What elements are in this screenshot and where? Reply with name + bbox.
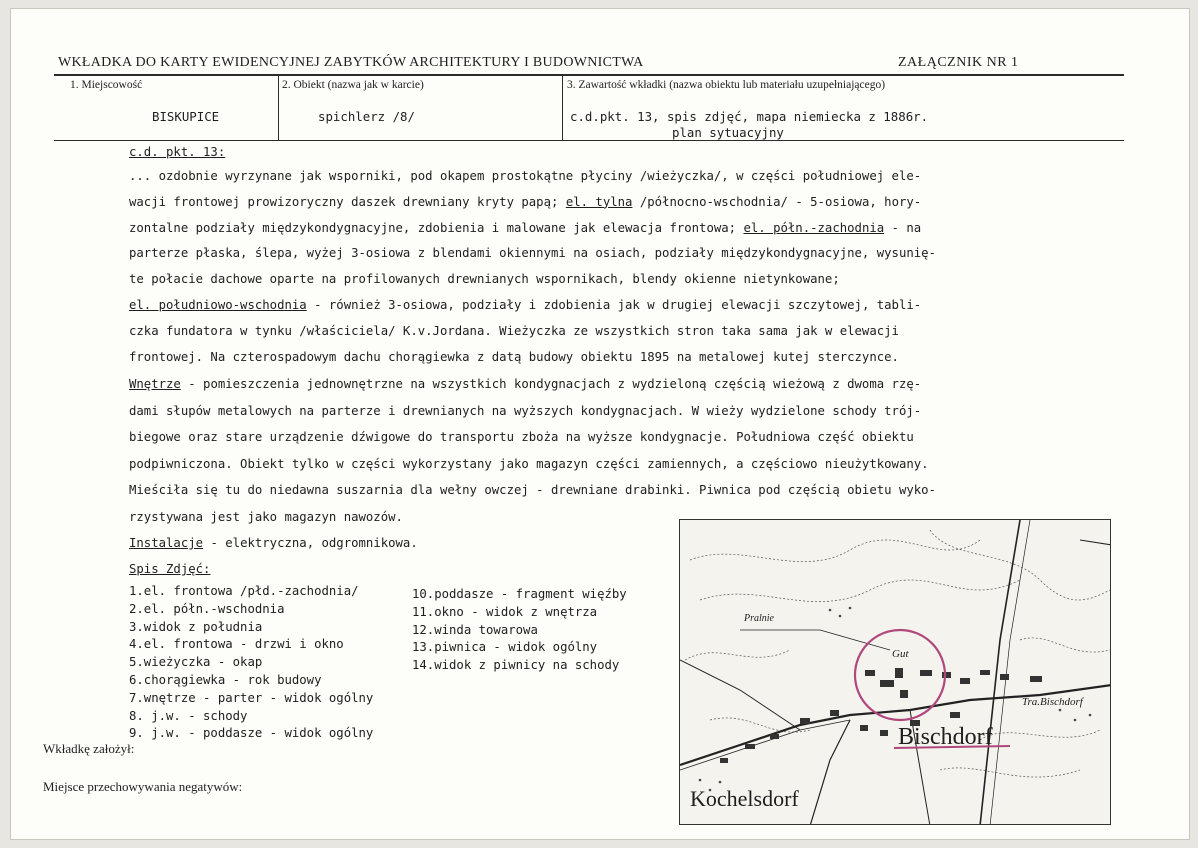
text-segment: /północno-wschodnia/ - 5-osiowa, hory- <box>632 194 922 209</box>
document-title: WKŁADKA DO KARTY EWIDENCYJNEJ ZABYTKÓW ARCHITEKTURY I BUDOWNICTWA <box>58 55 644 70</box>
text-segment: - na <box>884 220 922 235</box>
paragraph-line <box>129 510 403 524</box>
paragraph-line <box>129 221 921 235</box>
text-segment: wacji frontowej prowizoryczny daszek drewniany kryty papą; <box>129 194 566 209</box>
section-heading: c.d. pkt. 13: <box>129 145 226 159</box>
table-bottom-rule <box>54 140 1124 141</box>
negatives-label: Miejsce przechowywania negatywów: <box>43 779 243 794</box>
text-segment: dami słupów metalowych na parterze i drewnianych na wyższych kondygnacjach. W wieży wydzielone schody trój- <box>129 403 922 418</box>
photo-list-item: 11.okno - widok z wnętrza <box>412 604 598 619</box>
table-top-rule <box>54 74 1124 76</box>
photo-list-item: 10.poddasze - fragment więźby <box>412 587 627 601</box>
text-segment: - również 3-osiowa, podziały i zdobienia jak w drugiej elewacji szczytowej, tabli- <box>306 298 922 312</box>
photo-list-item: 1.el. frontowa /płd.-zachodnia/ <box>129 584 359 598</box>
text-segment: te połacie dachowe oparte na profilowanych drewnianych wspornikach, blendy okienne nietynkowane; <box>129 272 840 287</box>
photo-list-item: 7.wnętrze - parter - widok ogólny <box>129 690 374 705</box>
photo-list-item: 8. j.w. - schody <box>129 708 248 723</box>
paragraph-line <box>129 483 936 497</box>
paragraph-line <box>129 195 921 209</box>
photo-list-item: 13.piwnica - widok ogólny <box>412 640 598 655</box>
photo-list-item: 6.chorągiewka - rok budowy <box>129 673 322 687</box>
text-segment: parterze płaska, ślepa, wyżej 3-osiowa z blendami okiennymi na osiach, podziały międzykondygnacyjne, wysunię- <box>129 246 936 261</box>
field-2-value: spichlerz /8/ <box>318 109 415 124</box>
annex-label: ZAŁĄCZNIK NR 1 <box>898 55 1019 70</box>
text-segment: czka fundatora w tynku /właściciela/ K.v.Jordana. Wieżyczka ze wszystkich stron taka sama jak w elewacji <box>129 323 899 338</box>
underlined-term: Instalacje <box>129 536 204 550</box>
map-label-ober-bischdorf: Tra.Bischdorf <box>1022 696 1083 708</box>
photo-list-item: 12.winda towarowa <box>412 622 538 637</box>
photo-list-item: 4.el. frontowa - drzwi i okno <box>129 637 344 652</box>
photo-list-item: 5.wieżyczka - okap <box>129 655 263 670</box>
text-segment: Mieściła się tu do niedawna suszarnia dla wełny owczej - drewniane drabinki. Piwnica pod częścią obietu wyko- <box>129 483 936 498</box>
field-1-value: BISKUPICE <box>152 109 220 124</box>
underlined-term: el. południowo-wschodnia <box>129 298 307 312</box>
field-3-label: 3. Zawartość wkładki (nazwa obiektu lub materiału uzupełniającego) <box>567 79 886 91</box>
installations-line <box>129 536 418 550</box>
map-label-pralnia: Pralnie <box>744 613 774 624</box>
founder-label: Wkładkę założył: <box>43 741 135 756</box>
field-3-value: c.d.pkt. 13, spis zdjęć, mapa niemiecka z 1886r. <box>570 109 929 124</box>
paragraph-line <box>129 350 899 364</box>
text-segment: rzystywana jest jako magazyn nawozów. <box>129 510 403 524</box>
text-segment: frontowej. Na czterospadowym dachu chorągiewka z datą budowy obiektu 1895 na metalowej kutej sterczynce. <box>129 349 899 364</box>
photo-list-heading: Spis Zdjęć: <box>129 562 211 576</box>
text-segment: biegowe oraz stare urządzenie dźwigowe do transportu zboża na wyższe kondygnacje. Południowa część obiektu <box>129 430 914 445</box>
field-1-label: 1. Miejscowość <box>70 79 143 91</box>
underlined-term: Wnętrze <box>129 377 181 391</box>
table-divider-1 <box>278 75 279 140</box>
paragraph-line <box>129 246 936 260</box>
map-label-bischdorf: Bischdorf <box>898 724 993 750</box>
paragraph-line <box>129 457 929 471</box>
photo-list-item: 9. j.w. - poddasze - widok ogólny <box>129 726 374 741</box>
paragraph-line <box>129 430 914 444</box>
underlined-term: el. półn.-zachodnia <box>743 220 885 235</box>
text-segment: podpiwniczona. Obiekt tylko w części wykorzystany jako magazyn części zamiennych, a częściowo nieużytkowany. <box>129 456 929 471</box>
map-label-gut: Gut <box>892 648 909 660</box>
paragraph-line <box>129 404 921 418</box>
field-2-label: 2. Obiekt (nazwa jak w karcie) <box>282 79 424 91</box>
text-segment: - pomieszczenia jednownętrzne na wszystkich kondygnacjach z wydzieloną częścią wieżową z dwoma rzę- <box>180 377 922 391</box>
paragraph-line <box>129 377 921 391</box>
map-label-kochelsdorf: Kochelsdorf <box>690 786 799 811</box>
photo-list-item: 3.widok z południa <box>129 619 263 634</box>
photo-list-item: 14.widok z piwnicy na schody <box>412 658 620 673</box>
text-segment: - elektryczna, odgromnikowa. <box>203 536 418 550</box>
paragraph-line <box>129 324 899 338</box>
photo-list-item: 2.el. półn.-wschodnia <box>129 601 285 616</box>
text-segment: zontalne podziały międzykondygnacyjne, zdobienia i malowane jak elewacja frontowa; <box>129 220 744 235</box>
historical-map <box>679 519 1111 825</box>
paragraph-line <box>129 169 921 183</box>
paragraph-line <box>129 272 840 286</box>
text-segment: ... ozdobnie wyrzynane jak wsporniki, pod okapem prostokątne płyciny /wieżyczka/, w części południowej ele- <box>129 169 922 183</box>
paragraph-line <box>129 298 921 312</box>
underlined-term: el. tylna <box>565 194 633 209</box>
table-divider-2 <box>562 75 563 140</box>
map-drawing <box>680 520 1111 825</box>
field-3-value-line2: plan sytuacyjny <box>672 125 784 140</box>
